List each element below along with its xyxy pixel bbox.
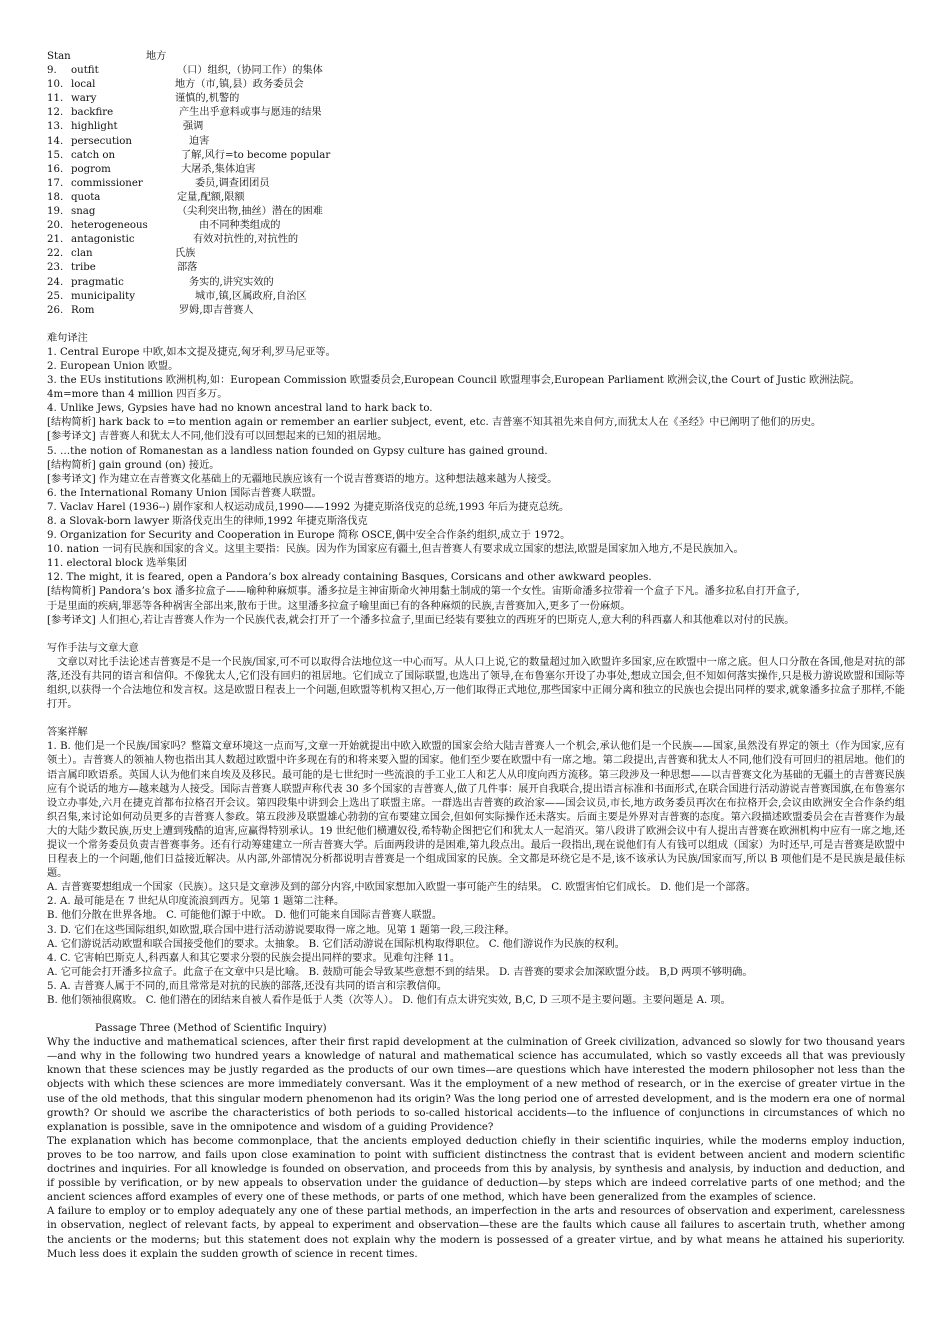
vocab-row — [47, 205, 905, 219]
vocab-row — [47, 177, 905, 191]
vocab-word: pragmatic — [71, 276, 124, 288]
vocab-row — [47, 92, 905, 106]
vocab-number: 21. — [47, 234, 64, 246]
vocab-word: antagonistic — [71, 234, 135, 246]
difficult-line: 10. nation 一词有民族和国家的含义。这里主要指：民族。因为作为国家应有疆土,但吉普赛人有要求成立国家的想法,欧盟是国家加入地方,不是民族加入。 — [47, 544, 744, 556]
vocab-meaning: 了解,风行=to become popular — [181, 149, 331, 161]
difficult-line: [参考译文] 作为建立在吉普赛文化基础上的无疆地民族应该有一个说吉普赛语的地方。这种想法越来越为人接受。 — [47, 473, 558, 485]
vocab-header-meaning: 地方 — [146, 51, 167, 62]
vocab-row — [47, 233, 905, 247]
passage-three — [47, 1022, 905, 1262]
vocab-row — [47, 149, 905, 163]
vocab-meaning: 部落 — [177, 262, 198, 274]
vocab-meaning: 地方（市,镇,县）政务委员会 — [175, 79, 304, 91]
difficult-line: 8. a Slovak-born lawyer 斯洛伐克出生的律师,1992 年捷克斯洛伐克 — [47, 516, 368, 527]
difficult-sentences-title: 难句译注 — [47, 332, 88, 344]
difficult-line: 3. the EUs institutions 欧洲机构,如：European Commission 欧盟委员会,European Council 欧盟理事会,European Parliament 欧洲会议,the Court of Justic 欧洲法院。 — [47, 375, 860, 387]
vocab-number: 19. — [47, 206, 64, 218]
vocab-meaning: 由不同种类组成的 — [199, 220, 281, 232]
difficult-line: 2. European Union 欧盟。 — [47, 360, 179, 372]
vocab-meaning: （尖利突出物,抽丝）潜在的困难 — [177, 206, 323, 218]
vocab-word: municipality — [71, 290, 135, 302]
vocab-meaning: （口）组织,（协同工作）的集体 — [177, 65, 323, 77]
vocab-word: pogrom — [71, 163, 111, 175]
vocab-number: 12. — [47, 107, 64, 119]
vocab-rows — [47, 64, 905, 318]
answer-line: 3. D. 它们在这些国际组织,如欧盟,联合国中进行活动游说要取得一席之地。见第 1 题第一段,三段注释。 — [47, 924, 515, 936]
vocab-row — [47, 163, 905, 177]
answer-line: B. 他们领袖很腐败。 C. 他们潜在的团结来自被人看作是低于人类（次等人）。 D. 他们有点太讲究实效, B,C, D 三项不是主要问题。主要问题是 A. 项。 — [47, 995, 731, 1006]
difficult-line: 5. …the notion of Romanestan as a landless nation founded on Gypsy culture has gained ground. — [47, 445, 548, 457]
difficult-line: [结构简析] hark back to =to mention again or remember an earlier subject, event, etc. 吉普塞不知其祖先来自何方,而犹太人在《圣经》中已阐明了他们的历史。 — [47, 417, 822, 429]
difficult-line: 4m=more than 4 million 四百多万。 — [47, 389, 228, 401]
vocab-word: catch on — [71, 149, 116, 161]
difficult-line: 12. The might, it is feared, open a Pandora’s box already containing Basques, Corsicans and other awkward peoples. — [47, 572, 652, 584]
vocab-meaning: 产生出乎意料或事与愿违的结果 — [179, 107, 322, 119]
difficult-line: 1. Central Europe 中欧,如本文提及捷克,匈牙利,罗马尼亚等。 — [47, 346, 336, 358]
difficult-line: [结构简析] Pandora’s box 潘多拉盒子——喻种种麻烦事。潘多拉是主神宙斯命火神用黏土制成的第一个女性。宙斯命潘多拉带着一个盒子下凡。潘多拉私自打开盒子, — [47, 586, 800, 598]
vocab-word: quota — [71, 191, 101, 203]
vocab-word: snag — [71, 206, 96, 218]
difficult-line: [结构简析] gain ground (on) 接近。 — [47, 459, 220, 471]
passage-title: Passage Three (Method of Scientific Inquiry) — [95, 1023, 327, 1035]
vocab-meaning: 有效对抗性的,对抗性的 — [193, 234, 299, 246]
vocab-number: 23. — [47, 262, 64, 274]
answers-body: 1. B. 他们是一个民族/国家吗？整篇文章环境这一点而写,文章一开始就提出中欧入欧盟的国家会给大陆吉普赛人一个机会,承认他们是一个民族——国家,虽然没有界定的领土（作为国家,应有领土）。吉普赛人的领袖人物也指出其人数超过欧盟中许多现在有的和将来要入盟的国家。他们至少要在欧盟中有一席之地。第二段提出,吉普赛和犹太人不同,他们没有可回归的祖居地。他们的语言属印欧语系。英国人认为他们来自埃及及移民。最可能的是七世纪时一些流浪的手工业工人和艺人从印度向西方流移。第三段涉及一种思想——以吉普赛文化为基础的无疆土的吉普赛民族应有个说话的地方—越来越为人接受。国际吉普赛人联盟声称代表 30 多个国家的吉普赛人,做了几件事：展开自我联合,提出语言标准和书面形式,在联合国进行活动游说吉普赛国旗,在布鲁塞尔设立办事处,六月在捷克首都布拉格召开会议。第四段集中讲到会上选出了联盟主席。一群选出吉普赛的政治家——国会议员,市长,地方政务委员再次在布拉格开会,会议由欧洲安全合作条约组织召集,来讨论如何动员更多的吉普赛人参政。第五段涉及联盟雄心勃勃的宣布要建立国会,但如何实际操作还未落实。后面主要是外界对吉普赛的态度。第六段描述欧盟委员会在吉普赛作为最大的大陆少数民族,历史上遭到残酷的迫害,应赢得特别承认。19 世纪他们横遭奴役,希特勒企图把它们和犹太人一起消灭。第八段讲了欧洲会议中有人提出吉普赛在欧洲机构中应有一席之地,还提议一个常务委员负责吉普赛事务。还有行动筹建建立一所吉普赛大学。后面两段讲的是困难,第九段点出。最后一段指出,现在说他们有人有钱可以组成（国家）为时还早,可是吉普赛是欧盟中日程表上的一个问题,他们日益接近解决。从内部,外部情况分析都说明吉普赛是一个组成国家的民族。全文都是环绕它是不是,该不该承认为民族/国家而写,所以 B 项他们是不是民族是最佳标题。 — [47, 741, 905, 880]
vocab-number: 9. — [47, 65, 57, 77]
answers-title: 答案祥解 — [47, 727, 88, 739]
vocab-number: 10. — [47, 79, 64, 91]
difficult-line: [参考译文] 吉普赛人和犹太人不同,他们没有可以回想起来的已知的祖居地。 — [47, 431, 388, 443]
vocab-word: local — [71, 79, 96, 91]
vocab-row — [47, 106, 905, 120]
vocab-number: 20. — [47, 220, 64, 232]
difficult-line: 11. electoral block 选举集团 — [47, 558, 187, 570]
difficult-line: 9. Organization for Security and Cooperation in Europe 简称 OSCE,偶中安全合作条约组织,成立于 1972。 — [47, 530, 571, 542]
vocab-number: 24. — [47, 276, 64, 288]
vocab-meaning: 强调 — [183, 121, 204, 133]
answer-line: 5. A. 吉普赛人属于不同的,而且常常是对抗的民族的部落,还没有共同的语言和宗教信仰。 — [47, 980, 448, 992]
vocab-word: persecution — [71, 135, 132, 147]
vocab-header-row — [47, 50, 905, 64]
vocab-row — [47, 261, 905, 275]
vocab-word: heterogeneous — [71, 220, 148, 232]
vocab-meaning: 定量,配额,限额 — [177, 191, 245, 203]
vocab-number: 13. — [47, 121, 64, 133]
vocab-word: Rom — [71, 304, 95, 316]
vocab-row — [47, 247, 905, 261]
vocab-meaning: 罗姆,即吉普赛人 — [179, 304, 254, 316]
vocab-number: 26. — [47, 304, 64, 316]
difficult-line: 于是里面的疾病,罪恶等各种祸害全部出来,散布于世。这里潘多拉盒子喻里面已有的各种麻烦的民族,吉普赛加入,更多了一份麻烦。 — [47, 600, 631, 612]
difficult-sentences-lines — [47, 346, 905, 628]
difficult-sentences-section — [47, 332, 905, 628]
vocab-word: backfire — [71, 107, 114, 119]
passage-paragraph: The explanation which has become commonplace, that the ancients employed deduction chiefly in their scientific inquiries, while the moderns employ induction, proves to be too narrow, and fails upon close examination to point with sufficient distinctness the contrast that is evident between ancient and modern scientific doctrines and inquiries. For all knowledge is founded on observation, and proceeds from this by analysis, by synthesis and analysis, by induction and deduction, and if possible by verification, or by new appeals to observation under the guidance of deduction—by steps which are indeed correlative parts of one method; and the ancient sciences afford examples of every one of these methods, or parts of one method, which have been generalized from the examples of science. — [47, 1135, 905, 1204]
writing-body: 文章以对比手法论述吉普赛是不是一个民族/国家,可不可以取得合法地位这一中心而写。从人口上说,它的数量超过加入欧盟许多国家,应在欧盟中一席之底。但人口分散在各国,他是对抗的部落,还没有共同的语言和信仰。不像犹太人,它们没有回归的祖居地。它们成立了国际联盟,也选出了领导,在布鲁塞尔开设了办事处,想成立国会,但不知如何落实操作,只是极力游说欧盟和国际等组织,以获得一个合法地位和发言权。这是欧盟日程表上一个问题,但欧盟等机构又担心,万一他们取得正式地位,那些国家中正闹分离和独立的民族也会提出同样的要求,就象潘多拉盒子那样,不能打开。 — [47, 656, 905, 711]
vocab-row — [47, 219, 905, 233]
difficult-line: 7. Vaclav Harel (1936--) 剧作家和人权运动成员,1990——1992 为捷克斯洛伐克的总统,1993 年后为捷克总统。 — [47, 501, 570, 513]
vocab-row — [47, 304, 905, 318]
vocab-row — [47, 135, 905, 149]
answer-lines — [47, 881, 905, 1008]
vocabulary-list — [47, 50, 905, 318]
vocab-word: outfit — [71, 65, 99, 77]
vocab-word: commissioner — [71, 177, 143, 189]
answer-line: 2. A. 最可能是在 7 世纪从印度流浪到西方。见第 1 题第二注释。 — [47, 896, 345, 908]
vocab-header-word: Stan — [47, 51, 71, 62]
difficult-line: 6. the International Romany Union 国际吉普赛人联盟。 — [47, 487, 322, 499]
answers-section — [47, 726, 905, 1008]
difficult-line: [参考译文] 人们担心,若让吉普赛人作为一个民族代表,就会打开了一个潘多拉盒子,里面已经装有要独立的西班牙的巴斯克人,意大利的科西嘉人和其他难以对付的民族。 — [47, 614, 795, 626]
vocab-meaning: 委员,调查团团员 — [195, 177, 270, 189]
vocab-word: clan — [71, 248, 93, 260]
vocab-row — [47, 78, 905, 92]
vocab-number: 22. — [47, 248, 64, 260]
vocab-meaning: 氏族 — [175, 248, 196, 260]
vocab-number: 14. — [47, 135, 64, 147]
vocab-meaning: 迫害 — [189, 135, 210, 147]
answer-line: 4. C. 它害帕巴斯克人,科西嘉人和其它要求分裂的民族会提出同样的要求。见难句注释 11。 — [47, 952, 461, 964]
vocab-word: highlight — [71, 121, 118, 133]
passage-paragraph: Why the inductive and mathematical sciences, after their first rapid development at the culmination of Greek civilization, advanced so slowly for two thousand years—and why in the following two hundred years a knowledge of natural and mathematical science has accumulated, which so vastly exceeds all that was previously known that these sciences may be justly regarded as the products of our own times—are questions which have interested the modern philosopher not less than the objects with which these sciences are more immediately conversant. Was it the employment of a new method of research, or in the exercise of greater virtue in the use of the old methods, that this singular modern phenomenon had its origin? Was the long period one of arrested development, and is the modern era one of normal growth? Or should we ascribe the characteristics of both periods to so-called historical accidents—to the influence of conjunctions in circumstances of which no explanation is possible, save in the omnipotence and wisdom of a guiding Providence? — [47, 1037, 905, 1133]
vocab-meaning: 谨慎的,机警的 — [175, 93, 240, 105]
vocab-row — [47, 191, 905, 205]
passage-paragraph: A failure to employ or to employ adequately any one of these partial methods, an imperfection in the arts and resources of observation and experiment, carelessness in observation, neglect of relevant facts, by appeal to experiment and observation—these are the faults which cause all failures to ascertain truth, whether among the ancients or the moderns; but this statement does not explain why the modern is possessed of a greater virtue, and by what means he attained his superiority. Much less does it explain the sudden growth of science in recent times. — [47, 1206, 905, 1260]
vocab-number: 16. — [47, 163, 64, 175]
vocab-number: 11. — [47, 93, 64, 105]
writing-title: 写作手法与文章大意 — [47, 642, 139, 654]
vocab-number: 25. — [47, 290, 64, 302]
passage-paragraphs — [47, 1036, 905, 1262]
difficult-line: 4. Unlike Jews, Gypsies have had no known ancestral land to hark back to. — [47, 403, 433, 415]
vocab-meaning: 城市,镇,区属政府,自治区 — [195, 290, 307, 302]
vocab-meaning: 大屠杀,集体迫害 — [181, 163, 256, 175]
vocab-row — [47, 120, 905, 134]
vocab-word: tribe — [71, 262, 96, 274]
vocab-row — [47, 290, 905, 304]
answer-line: A. 它可能会打开潘多拉盒子。此盒子在文章中只是比喻。 B. 鼓励可能会导致某些意想不到的结果。 D. 吉普赛的要求会加深欧盟分歧。 B,D 两项不够明确。 — [47, 966, 753, 978]
answer-line: B. 他们分散在世界各地。 C. 可能他们源于中欧。 D. 他们可能来自国际吉普赛人联盟。 — [47, 910, 442, 922]
vocab-word: wary — [71, 93, 97, 105]
vocab-row — [47, 64, 905, 78]
writing-section — [47, 642, 905, 712]
document-page — [47, 50, 905, 1262]
vocab-meaning: 务实的,讲究实效的 — [189, 276, 274, 288]
vocab-number: 18. — [47, 191, 64, 203]
vocab-number: 17. — [47, 177, 64, 189]
vocab-number: 15. — [47, 149, 64, 161]
answer-line: A. 它们游说活动欧盟和联合国接受他们的要求。太抽象。 B. 它们活动游说在国际机构取得职位。 C. 他们游说作为民族的权利。 — [47, 938, 625, 950]
answer-line: A. 吉普赛要想组成一个国家（民族）。这只是文章涉及到的部分内容,中欧国家想加入欧盟一事可能产生的结果。 C. 欧盟害怕它们成长。 D. 他们是一个部落。 — [47, 882, 756, 894]
vocab-row — [47, 276, 905, 290]
